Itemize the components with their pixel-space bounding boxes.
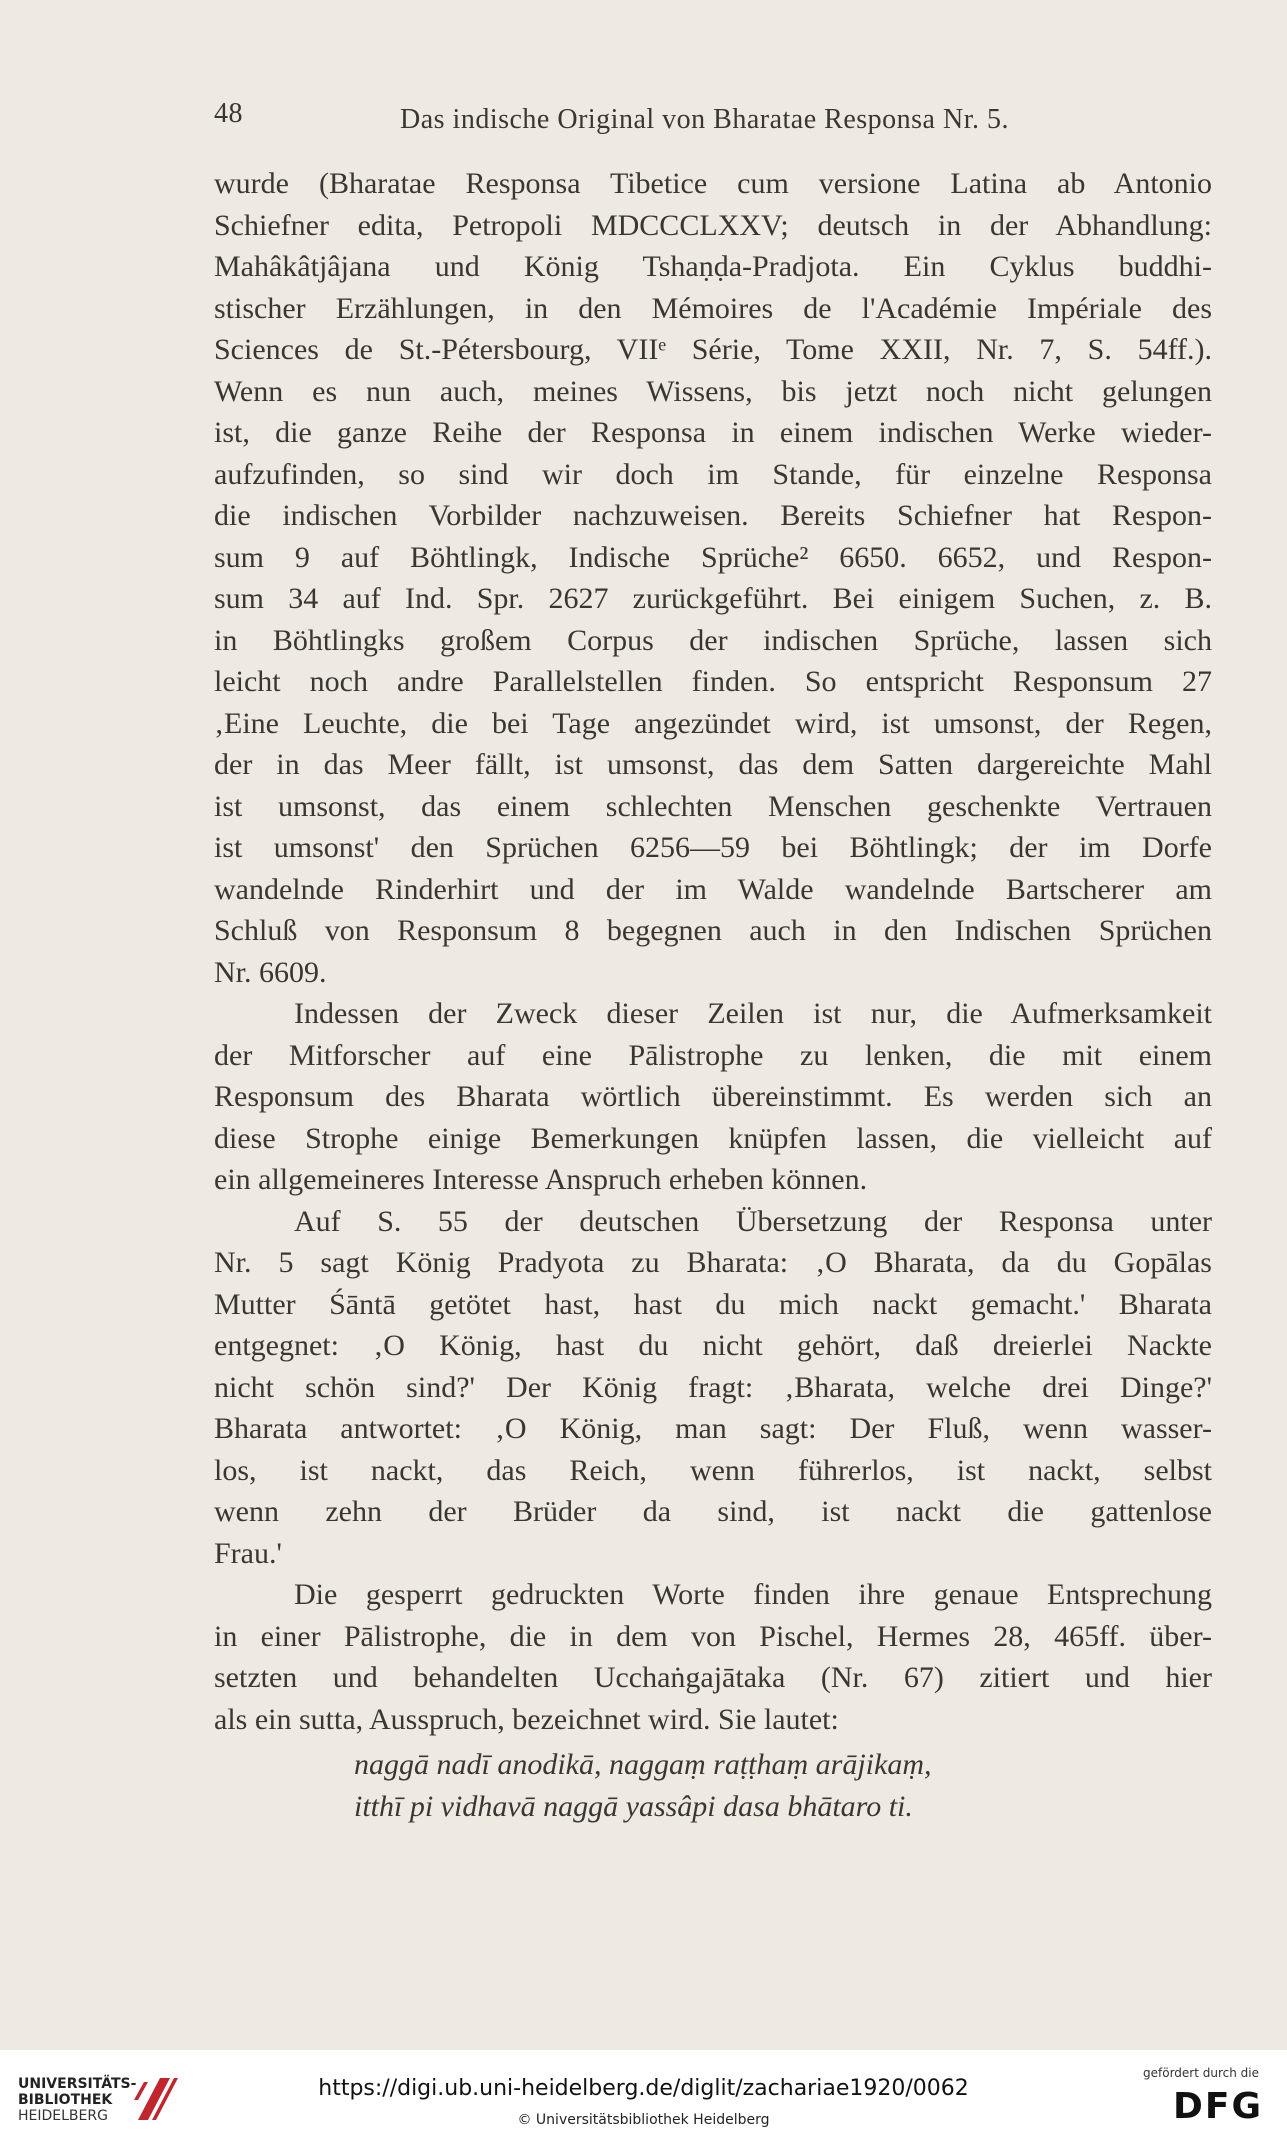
text-line: Mutter Śāntā getötet hast, hast du mich nackt gemacht.' Bharata (214, 1287, 1212, 1321)
text-line: ist umsonst' den Sprüchen 6256—59 bei Böhtlingk; der im Dorfe (214, 831, 1212, 864)
text-line: leicht noch andre Parallelstellen finden. So entspricht Responsum 27 (214, 665, 1212, 698)
verse-line: itthī pi vidhavā naggā yassâpi dasa bhātaro ti. (354, 1789, 913, 1823)
text-line: Schiefner edita, Petropoli MDCCCLXXV; deutsch in der Abhandlung: (214, 208, 1212, 242)
text-line: Mahâkâtjâjana und König Tshaṇḍa-Pradjota. Ein Cyklus buddhi- (214, 250, 1212, 283)
text-line: Schluß von Responsum 8 begegnen auch in den Indischen Sprüchen (214, 914, 1212, 947)
text-line: wurde (Bharatae Responsa Tibetice cum versione Latina ab Antonio (214, 167, 1212, 200)
text-line: ist umsonst, das einem schlechten Menschen geschenkte Vertrauen (214, 789, 1212, 823)
text-line: Nr. 6609. (214, 955, 327, 989)
footer (0, 2050, 1287, 2144)
page-number: 48 (214, 98, 243, 129)
paragraph (214, 163, 1212, 993)
text-line: nicht schön sind?' Der König fragt: ‚Bharata, welche drei Dinge?' (214, 1370, 1212, 1404)
text-line: sum 34 auf Ind. Spr. 2627 zurückgeführt. Bei einigem Suchen, z. B. (214, 582, 1212, 615)
text-line: in Böhtlingks großem Corpus der indischen Sprüche, lassen sich (214, 623, 1212, 657)
funding-label: gefördert durch die (1143, 2066, 1259, 2080)
paragraph (214, 1574, 1212, 1740)
text-line: aufzufinden, so sind wir doch im Stande, für einzelne Responsa (214, 457, 1212, 491)
paragraph (214, 1201, 1212, 1575)
text-line: der in das Meer fällt, ist umsonst, das dem Satten dargereichte Mahl (214, 748, 1212, 781)
text-line: Responsum des Bharata wörtlich übereinstimmt. Es werden sich an (214, 1080, 1212, 1113)
body-text (214, 163, 1212, 1827)
text-line: sum 9 auf Böhtlingk, Indische Sprüche² 6650. 6652, und Respon- (214, 540, 1212, 574)
text-line: die indischen Vorbilder nachzuweisen. Bereits Schiefner hat Respon- (214, 499, 1212, 532)
library-name-line: HEIDELBERG (18, 2108, 108, 2124)
text-line: der Mitforscher auf eine Pālistrophe zu lenken, die mit einem (214, 1038, 1212, 1072)
pali-verse (214, 1744, 1212, 1827)
text-line: setzten und behandelten Ucchaṅgajātaka (Nr. 67) zitiert und hier (214, 1661, 1212, 1694)
document-url-link[interactable]: https://digi.ub.uni-heidelberg.de/diglit/zachariae1920/0062 (318, 2076, 969, 2101)
text-line: Auf S. 55 der deutschen Übersetzung der Responsa unter (294, 1204, 1212, 1238)
text-line: ist, die ganze Reihe der Responsa in einem indischen Werke wieder- (214, 416, 1212, 449)
text-line: ein allgemeineres Interesse Anspruch erheben können. (214, 1163, 868, 1196)
text-line: entgegnet: ‚O König, hast du nicht gehört, daß dreierlei Nackte (214, 1329, 1212, 1362)
library-name-line: UNIVERSITÄTS- (18, 2076, 137, 2092)
paragraph (214, 993, 1212, 1201)
text-line: Sciences de St.-Pétersbourg, VIIᵉ Série, Tome XXII, Nr. 7, S. 54ff.). (214, 333, 1212, 366)
text-line: als ein sutta, Ausspruch, bezeichnet wird. Sie lautet: (214, 1702, 839, 1736)
copyright-notice: © Universitätsbibliothek Heidelberg (517, 2112, 770, 2128)
text-line: diese Strophe einige Bemerkungen knüpfen lassen, die vielleicht auf (214, 1121, 1212, 1155)
text-line: wandelnde Rinderhirt und der im Walde wandelnde Bartscherer am (214, 872, 1212, 906)
text-line: Frau.' (214, 1536, 282, 1570)
text-line: Nr. 5 sagt König Pradyota zu Bharata: ‚O Bharata, da du Gopālas (214, 1246, 1212, 1279)
text-line: Bharata antwortet: ‚O König, man sagt: Der Fluß, wenn wasser- (214, 1412, 1212, 1445)
running-title: Das indische Original von Bharatae Responsa Nr. 5. (400, 104, 1009, 135)
text-line: wenn zehn der Brüder da sind, ist nackt die gattenlose (214, 1495, 1212, 1528)
text-line: los, ist nackt, das Reich, wenn führerlos, ist nackt, selbst (214, 1453, 1212, 1487)
library-name-line: BIBLIOTHEK (18, 2092, 113, 2108)
text-line: Die gesperrt gedruckten Worte finden ihre genaue Entsprechung (294, 1578, 1212, 1611)
verse-line: naggā nadī anodikā, naggaṃ raṭṭhaṃ arājikaṃ, (354, 1748, 932, 1781)
text-line: Wenn es nun auch, meines Wissens, bis jetzt noch nicht gelungen (214, 374, 1212, 408)
text-line: ‚Eine Leuchte, die bei Tage angezündet wird, ist umsonst, der Regen, (214, 706, 1212, 740)
text-line: stischer Erzählungen, in den Mémoires de l'Académie Impériale des (214, 291, 1212, 325)
dfg-logo: DFG (1172, 2086, 1263, 2127)
text-line: Indessen der Zweck dieser Zeilen ist nur, die Aufmerksamkeit (294, 997, 1212, 1030)
text-line: in einer Pālistrophe, die in dem von Pischel, Hermes 28, 465ff. über- (214, 1619, 1212, 1653)
page-header (214, 98, 1030, 138)
paragraphs (214, 163, 1212, 1740)
